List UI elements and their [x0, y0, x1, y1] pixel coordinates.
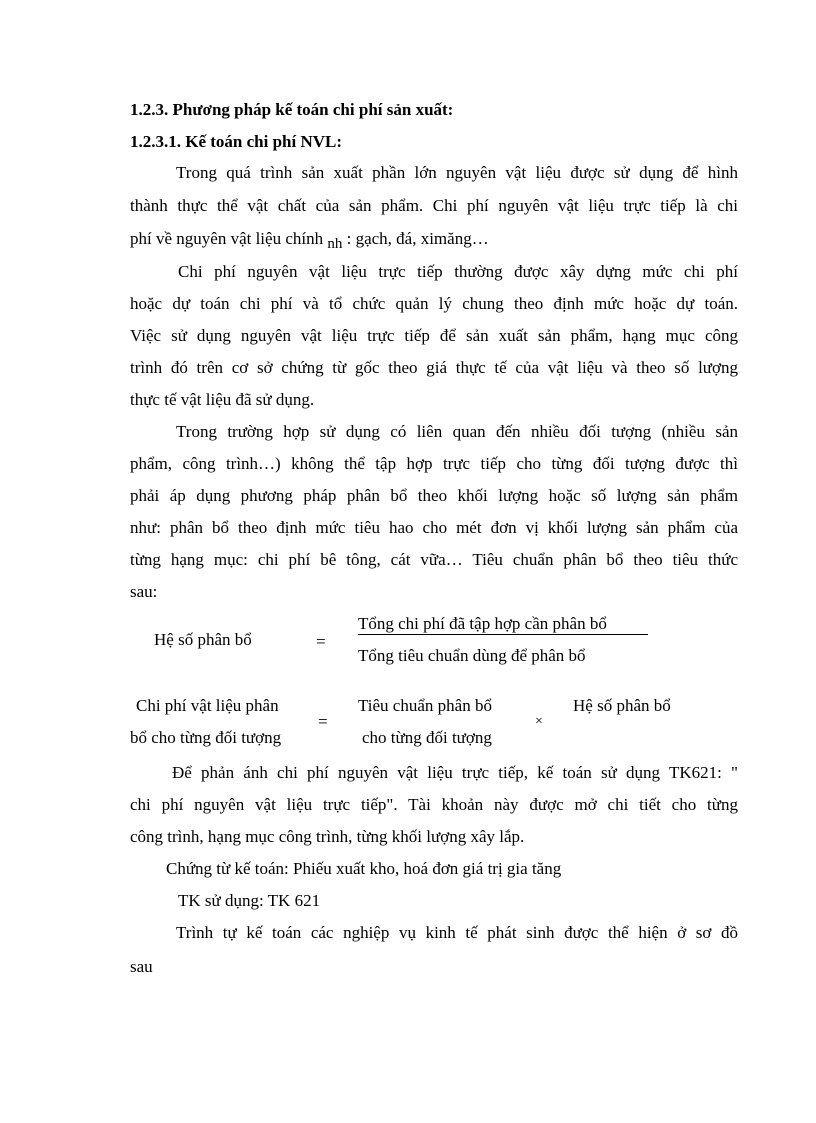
formula1-lhs: Hệ số phân bổ [154, 630, 252, 649]
formula2-mid-line2: cho từng đối tượng [362, 728, 492, 747]
para1-line3 [130, 229, 738, 250]
formula1-numerator: Tổng chi phí đã tập hợp cần phân bổ [358, 614, 607, 633]
formula2-lhs-line1: Chi phí vật liệu phân [136, 696, 279, 715]
para4-line2: chi phí nguyên vật liệu trực tiếp". Tài khoản này được mở chi tiết cho từng [130, 795, 738, 814]
formula2-rhs: Hệ số phân bổ [573, 696, 671, 715]
para3-line4: như: phân bổ theo định mức tiêu hao cho mét đơn vị khối lượng sản phẩm của [130, 518, 738, 537]
para3-line5: từng hạng mục: chi phí bê tông, cát vữa… Tiêu chuẩn phân bổ theo tiêu thức [130, 550, 738, 569]
formula1-denominator: Tổng tiêu chuẩn dùng để phân bổ [358, 646, 586, 665]
para3-line2: phẩm, công trình…) không thể tập hợp trực tiếp cho từng đối tượng được thì [130, 454, 738, 473]
para2-line3: Việc sử dụng nguyên vật liệu trực tiếp để sản xuất sản phẩm, hạng mục công [130, 326, 738, 345]
para1-line1: Trong quá trình sản xuất phần lớn nguyên vật liệu được sử dụng để hình [176, 163, 738, 182]
subsection-heading: 1.2.3.1. Kế toán chi phí NVL: [130, 132, 343, 151]
para7-line2: sau [130, 957, 153, 976]
formula1-equals: = [316, 632, 326, 651]
para1-line3-tail: : gạch, đá, ximăng… [342, 229, 489, 248]
para4-line3: công trình, hạng mục công trình, từng khối lượng xây lắp. [130, 827, 525, 846]
para2-line4: trình đó trên cơ sở chứng từ gốc theo giá thực tế của vật liệu và theo số lượng [130, 358, 738, 377]
formula2-lhs-line2: bổ cho từng đối tượng [130, 728, 282, 747]
para7-line1: Trình tự kế toán các nghiệp vụ kinh tế phát sinh được thể hiện ở sơ đồ [176, 923, 738, 942]
para1-line3-subscript: nh [327, 236, 343, 252]
para2-line1: Chi phí nguyên vật liệu trực tiếp thường được xây dựng mức chi phí [178, 262, 738, 281]
para1-line2: thành thực thể vật chất của sản phẩm. Chi phí nguyên vật liệu trực tiếp là chi [130, 196, 738, 215]
para6: TK sử dụng: TK 621 [178, 891, 321, 910]
para4-line1: Để phản ánh chi phí nguyên vật liệu trực tiếp, kế toán sử dụng TK621: " [172, 763, 738, 782]
formula2-times: × [535, 714, 543, 729]
formula2-mid-line1: Tiêu chuẩn phân bổ [358, 696, 492, 715]
para3-line3: phải áp dụng phương pháp phân bổ theo khối lượng hoặc số lượng sản phẩm [130, 486, 738, 505]
para1-line3-text: phí về nguyên vật liệu chính [130, 229, 328, 248]
para3-line6: sau: [130, 582, 158, 601]
formula2-equals: = [318, 712, 328, 731]
para3-line1: Trong trường hợp sử dụng có liên quan đến nhiều đối tượng (nhiều sản [176, 422, 738, 441]
section-heading: 1.2.3. Phương pháp kế toán chi phí sản xuất: [130, 100, 454, 119]
para5: Chứng từ kế toán: Phiếu xuất kho, hoá đơn giá trị gia tăng [166, 859, 562, 878]
para2-line2: hoặc dự toán chi phí và tổ chức quản lý chung theo định mức hoặc dự toán. [130, 294, 738, 313]
para2-line5: thực tế vật liệu đã sử dụng. [130, 390, 315, 409]
formula1-fraction-bar [358, 634, 648, 635]
